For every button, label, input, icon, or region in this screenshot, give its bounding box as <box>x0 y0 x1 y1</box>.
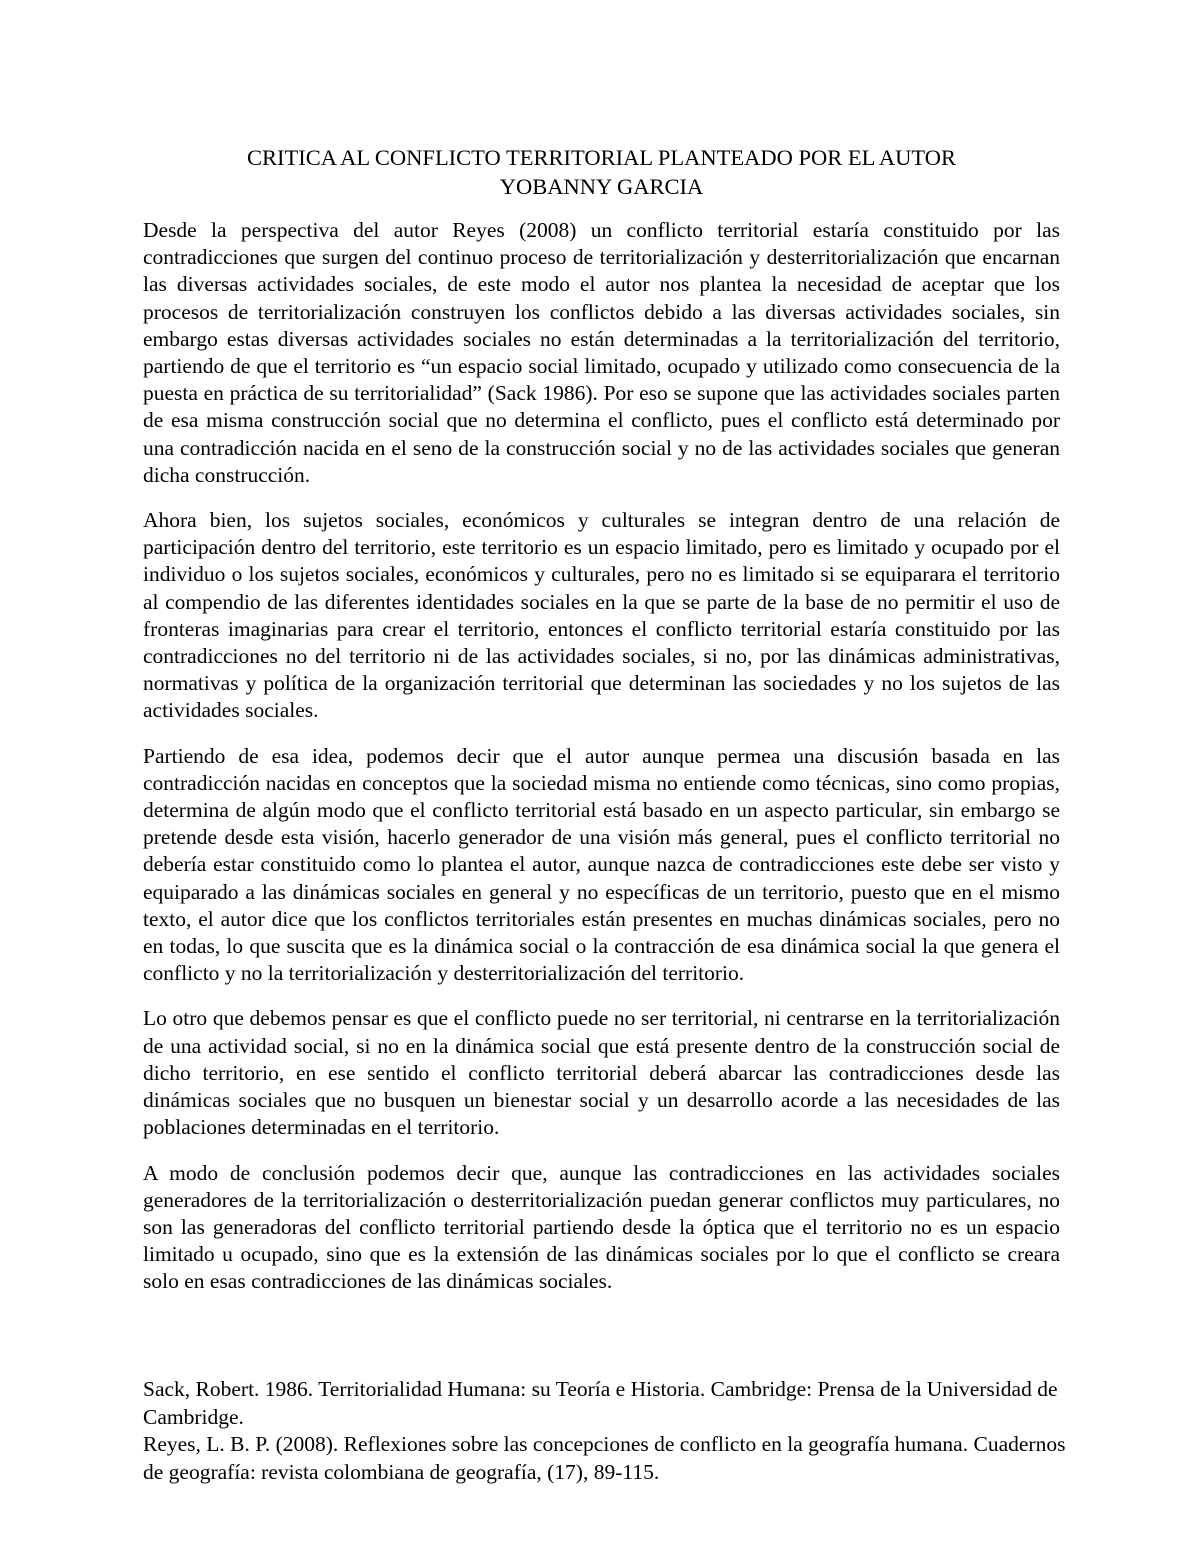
author-name: YOBANNY GARCIA <box>499 174 704 199</box>
paragraph-5: A modo de conclusión podemos decir que, aunque las contradicciones en las actividades sociales generadores de la territorialización o desterritorialización puedan generar conflictos muy particulares, no son las generadoras del conflicto territorial partiendo desde la óptica que el territorio no es un espacio limitado u ocupado, sino que es la extensión de las dinámicas sociales por lo que el conflicto se creara solo en esas contradicciones de las dinámicas sociales. <box>143 1160 1060 1294</box>
document-body <box>143 217 1060 1296</box>
paragraph-1: Desde la perspectiva del autor Reyes (2008) un conflicto territorial estaría constituido por las contradicciones que surgen del continuo proceso de territorialización y desterritorialización que encarnan las diversas actividades sociales, de este modo el autor nos plantea la necesidad de aceptar que los procesos de territorialización construyen los conflictos debido a las diversas actividades sociales, sin embargo estas diversas actividades sociales no están determinadas a la territorialización del territorio, partiendo de que el territorio es “un espacio social limitado, ocupado y utilizado como consecuencia de la puesta en práctica de su territorialidad” (Sack 1986). Por eso se supone que las actividades sociales parten de esa misma construcción social que no determina el conflicto, pues el conflicto está determinado por una contradicción nacida en el seno de la construcción social y no de las actividades sociales que generan dicha construcción. <box>143 218 1060 487</box>
references-list <box>143 1376 1073 1486</box>
title-line-1: CRITICA AL CONFLICTO TERRITORIAL PLANTEADO POR EL AUTOR <box>247 145 956 170</box>
paragraph-4: Lo otro que debemos pensar es que el conflicto puede no ser territorial, ni centrarse en la territorialización de una actividad social, si no en la dinámica social que está presente dentro de la construcción social de dicho territorio, en ese sentido el conflicto territorial deberá abarcar las contradicciones desde las dinámicas sociales que no busquen un bienestar social y un desarrollo acorde a las necesidades de las poblaciones determinadas en el territorio. <box>143 1006 1060 1140</box>
reference-2: Reyes, L. B. P. (2008). Reflexiones sobre las concepciones de conflicto en la geografía humana. Cuadernos de geografía: revista colombiana de geografía, (17), 89-115. <box>143 1432 1066 1484</box>
reference-1: Sack, Robert. 1986. Territorialidad Humana: su Teoría e Historia. Cambridge: Prensa de la Universidad de Cambridge. <box>143 1377 1058 1429</box>
document-title <box>143 143 1060 201</box>
paragraph-2: Ahora bien, los sujetos sociales, económicos y culturales se integran dentro de una relación de participación dentro del territorio, este territorio es un espacio limitado, pero es limitado y ocupado por el individuo o los sujetos sociales, económicos y culturales, pero no es limitado si se equiparara el territorio al compendio de las diferentes identidades sociales en la que se parte de la base de no permitir el uso de fronteras imaginarias para crear el territorio, entonces el conflicto territorial estaría constituido por las contradicciones no del territorio ni de las actividades sociales, si no, por las dinámicas administrativas, normativas y política de la organización territorial que determinan las sociedades y no los sujetos de las actividades sociales. <box>143 508 1060 723</box>
paragraph-3: Partiendo de esa idea, podemos decir que el autor aunque permea una discusión basada en las contradicción nacidas en conceptos que la sociedad misma no entiende como técnicas, sino como propias, determina de algún modo que el conflicto territorial está basado en un aspecto particular, sin embargo se pretende desde esta visión, hacerlo generador de una visión más general, pues el conflicto territorial no debería estar constituido como lo plantea el autor, aunque nazca de contradicciones este debe ser visto y equiparado a las dinámicas sociales en general y no específicas de un territorio, puesto que en el mismo texto, el autor dice que los conflictos territoriales están presentes en muchas dinámicas sociales, pero no en todas, lo que suscita que es la dinámica social o la contracción de esa dinámica social la que genera el conflicto y no la territorialización y desterritorialización del territorio. <box>143 743 1060 986</box>
document-page <box>143 143 1060 1296</box>
